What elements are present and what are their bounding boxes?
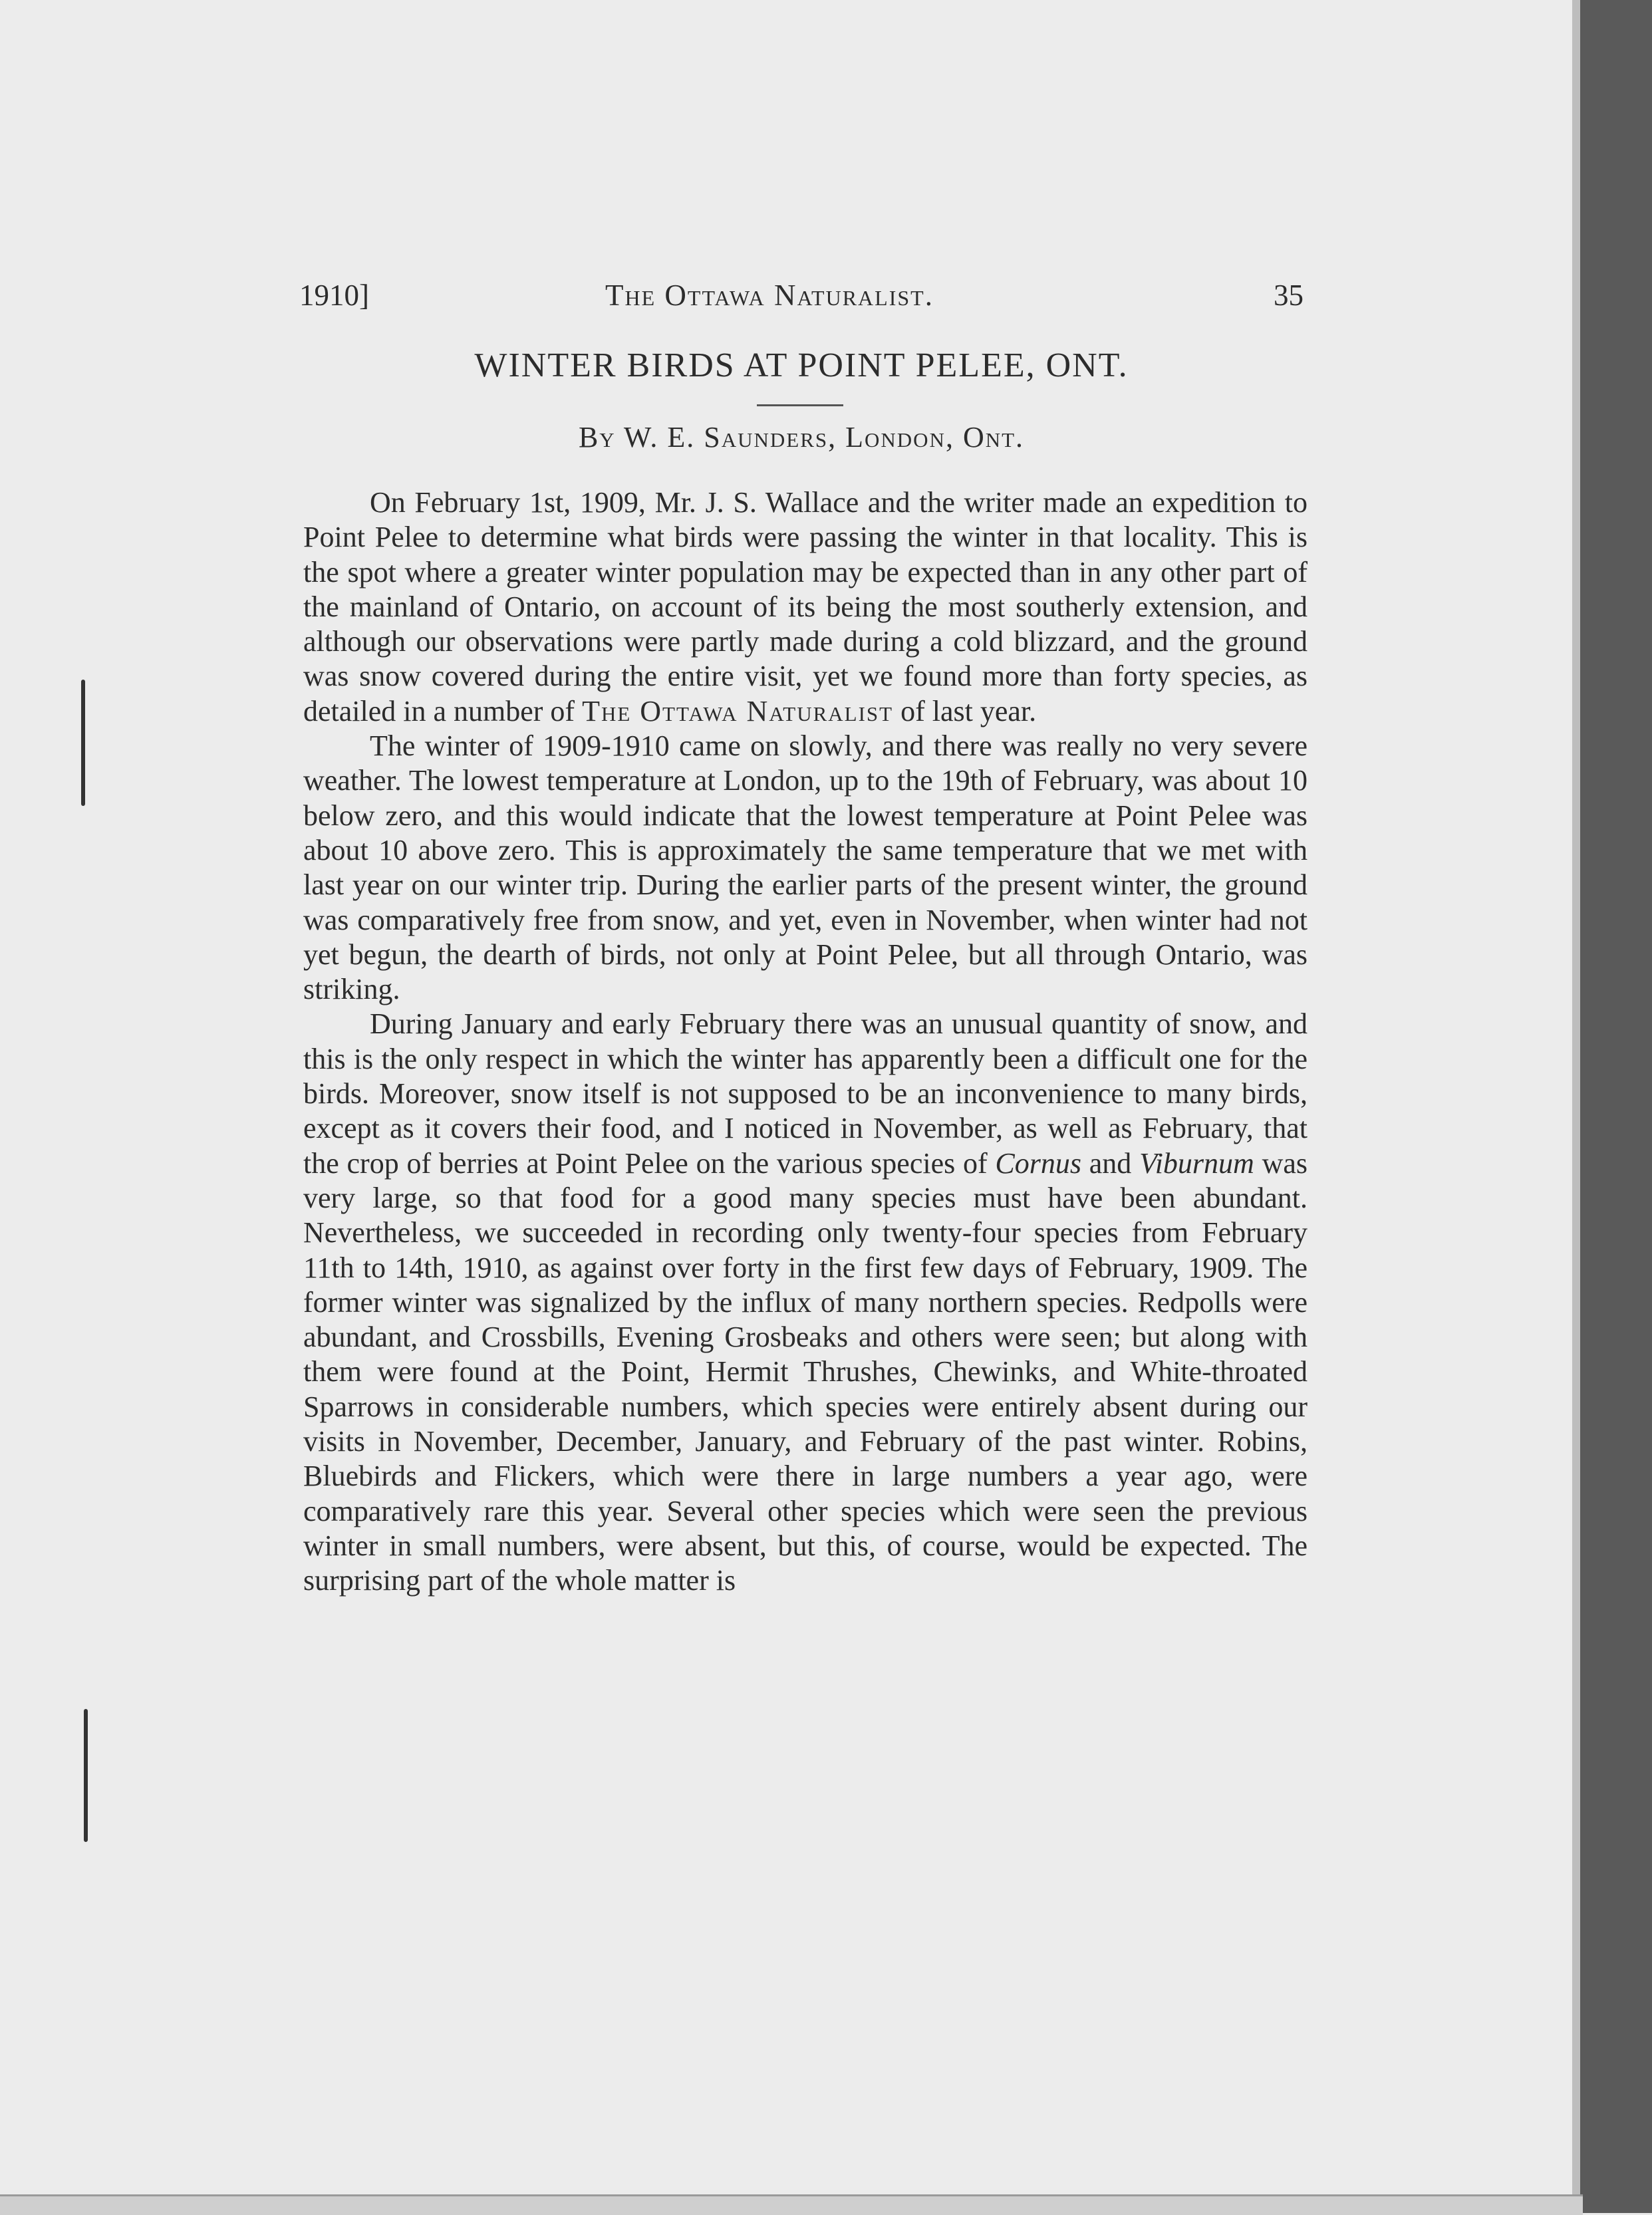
paragraph-1 bbox=[303, 485, 1308, 729]
paragraph-2: The winter of 1909-1910 came on slowly, and there was really no very severe weather. The lowest temperature at London, up to the 19th of February, was about 10 below zero, and this would indicate that the lowest temperature at Point Pelee was about 10 above zero. This is approximately the same temperature that we met with last year on our winter trip. During the earlier parts of the present winter, the ground was comparatively free from snow, and yet, even in November, when winter had not yet begun, the dearth of birds, not only at Point Pelee, but all through Ontario, was striking. bbox=[303, 729, 1308, 1006]
paragraph-1-text: On February 1st, 1909, Mr. J. S. Wallace and the writer made an expedition to Point Pelee to determine what birds were passing the winter in that locality. This is the spot where a greater winter population may be expected than in any other part of the mainland of Ontario, on account of its being the most southerly extension, and although our observations were partly made during a cold blizzard, and the ground was snow covered during the entire visit, yet we found more than forty species, as detailed in a number of bbox=[303, 486, 1308, 727]
paragraph-3-and: and bbox=[1081, 1146, 1140, 1180]
page-bottom-edge bbox=[0, 2194, 1583, 2215]
article-byline: By W. E. Saunders, London, Ont. bbox=[578, 421, 1025, 454]
article-title: WINTER BIRDS AT POINT PELEE, ONT. bbox=[474, 346, 1129, 384]
margin-mark-lower bbox=[84, 1709, 88, 1842]
margin-mark-upper bbox=[81, 680, 85, 806]
running-head-journal: The Ottawa Naturalist. bbox=[605, 279, 934, 312]
journal-name-inline: The Ottawa Naturalist bbox=[582, 694, 894, 727]
genus-cornus: Cornus bbox=[995, 1146, 1082, 1180]
genus-viburnum: Viburnum bbox=[1139, 1146, 1254, 1180]
article-body bbox=[303, 485, 1308, 1599]
title-rule bbox=[757, 404, 843, 406]
paragraph-3-rest: was very large, so that food for a good many species must have been abundant. Nevertheless, we succeeded in recording only twenty-four species from February 11th to 14th, 1910, as against over forty in the first few days of February, 1909. The former winter was signalized by the influx of many northern species. Redpolls were abundant, and Crossbills, Evening Grosbeaks and others were seen; but along with them were found at the Point, Hermit Thrushes, Chewinks, and White-throated Sparrows in considerable numbers, which species were entirely absent during our visits in November, December, January, and February of the past winter. Robins, Bluebirds and Flickers, which were there in large numbers a year ago, were comparatively rare this year. Several other species which were seen the previous winter in small numbers, were absent, but this, of course, would be expected. The surprising part of the whole matter is bbox=[303, 1146, 1308, 1597]
running-head bbox=[299, 278, 1304, 318]
paragraph-3 bbox=[303, 1007, 1308, 1598]
binding-margin bbox=[1580, 0, 1652, 2213]
page-number: 35 bbox=[1274, 279, 1304, 312]
running-head-year: 1910] bbox=[299, 279, 369, 312]
paragraph-3-text: During January and early February there was an unusual quantity of snow, and this is the only respect in which the winter has apparently been a difficult one for the birds. Moreover, snow itself is not supposed to be an inconvenience to many birds, except as it covers their food, and I noticed in November, as well as February, that the crop of berries at Point Pelee on the various species of bbox=[303, 1007, 1308, 1180]
paragraph-1-end: of last year. bbox=[893, 694, 1037, 727]
